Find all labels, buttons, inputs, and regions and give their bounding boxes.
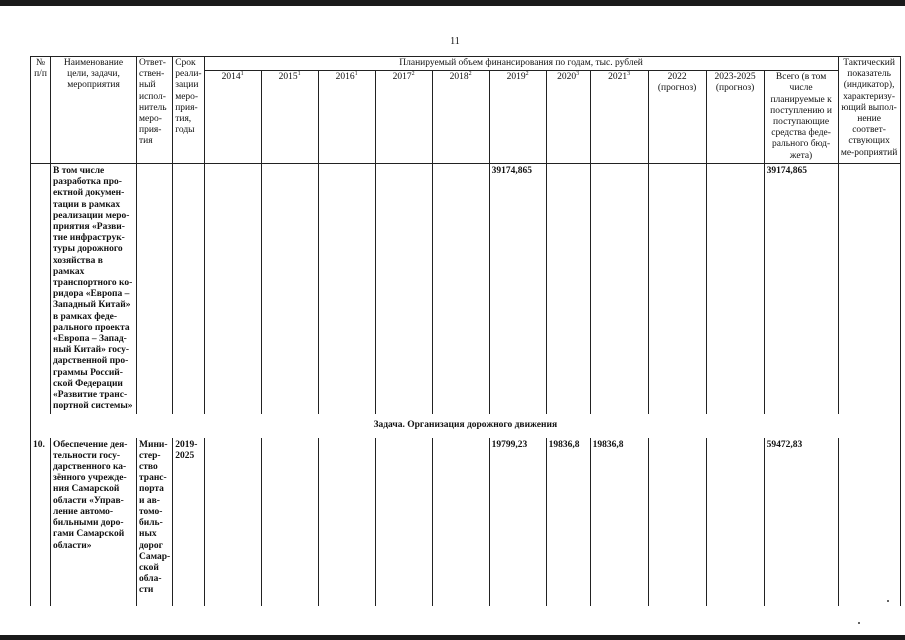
scan-speck — [858, 622, 860, 624]
col-year-header: 2019$^2$ — [489, 71, 546, 164]
row-value: 19799,23 — [489, 438, 546, 606]
col-year-header: 2015$^1$ — [261, 71, 318, 164]
financing-table — [30, 56, 901, 606]
col-year-header: 2017$^2$ — [375, 71, 432, 164]
col-year-header: 2023-2025 (прогноз) — [706, 71, 764, 164]
page-number: 11 — [450, 36, 460, 47]
col-num-header: № п/п — [31, 57, 51, 164]
col-year-header: 2020$^3$ — [546, 71, 590, 164]
col-executor-header: Ответ-ствен-ный испол-нитель меро-прия-тия — [137, 57, 173, 164]
col-indicator-header: Тактический показатель (индикатор), характеризу-ющий выпол-нение соответ-ствующих ме-роприятий — [838, 57, 900, 164]
row-value — [375, 164, 432, 415]
scan-bottom-border — [0, 635, 905, 640]
row-num — [31, 164, 51, 415]
row-value — [204, 164, 261, 415]
row-value: 39174,865 — [489, 164, 546, 415]
row-value — [318, 438, 375, 606]
row-value — [432, 164, 489, 415]
col-year-header: 2022 (прогноз) — [648, 71, 706, 164]
task-heading: Задача. Организация дорожного движения — [31, 414, 901, 437]
task-heading-row — [31, 414, 901, 437]
row-name: Обеспечение дея-тельности госу-дарственного ка-зённого учрежде-ния Самарской области «Управ-ление автомо-бильными доро-гами Самарской области» — [51, 438, 137, 606]
table-row — [31, 438, 901, 606]
row-value — [318, 164, 375, 415]
header-row-1 — [31, 57, 901, 71]
row-value — [261, 164, 318, 415]
row-term — [173, 164, 204, 415]
col-year-header: 2014$^1$ — [204, 71, 261, 164]
table-row — [31, 164, 901, 415]
col-year-header: 2018$^2$ — [432, 71, 489, 164]
row-indicator — [838, 164, 900, 415]
row-value — [546, 164, 590, 415]
row-value — [648, 438, 706, 606]
row-term: 2019-2025 — [173, 438, 204, 606]
row-value — [204, 438, 261, 606]
col-total-header: Всего (в том числе планируемые к поступлению и поступающие средства феде-рального бюд-жета) — [764, 71, 838, 164]
row-value — [648, 164, 706, 415]
col-year-header: 2021$^3$ — [590, 71, 648, 164]
row-value — [375, 438, 432, 606]
row-indicator — [838, 438, 900, 606]
scan-speck — [887, 600, 889, 602]
row-value: 19836,8 — [546, 438, 590, 606]
funding-group-header: Планируемый объем финансирования по годам, тыс. рублей — [204, 57, 838, 71]
row-executor: Мини-стер-ство транс-порта и ав-томо-биль-ных дорог Самар-ской обла-сти — [137, 438, 173, 606]
row-value — [261, 438, 318, 606]
row-value: 19836,8 — [590, 438, 648, 606]
col-term-header: Срок реали-зации меро-прия-тия, годы — [173, 57, 204, 164]
row-value — [590, 164, 648, 415]
row-num: 10. — [31, 438, 51, 606]
row-total: 39174,865 — [764, 164, 838, 415]
row-executor — [137, 164, 173, 415]
row-name: В том числе разработка про-ектной докумен-тации в рамках реализации меро-приятия «Разви-тие инфраструк-туры дорожного хозяйства в рамках транспортного ко-ридора «Европа – Западный Китай» в рамках феде-рального проекта «Европа – Запад-ный Китай» госу-дарственной про-граммы Россий-ской Федерации «Развитие транс-портной системы» — [51, 164, 137, 415]
scan-top-border — [0, 0, 905, 6]
row-value — [432, 438, 489, 606]
row-value — [706, 438, 764, 606]
col-name-header: Наименование цели, задачи, мероприятия — [51, 57, 137, 164]
row-total: 59472,83 — [764, 438, 838, 606]
col-year-header: 2016$^1$ — [318, 71, 375, 164]
row-value — [706, 164, 764, 415]
